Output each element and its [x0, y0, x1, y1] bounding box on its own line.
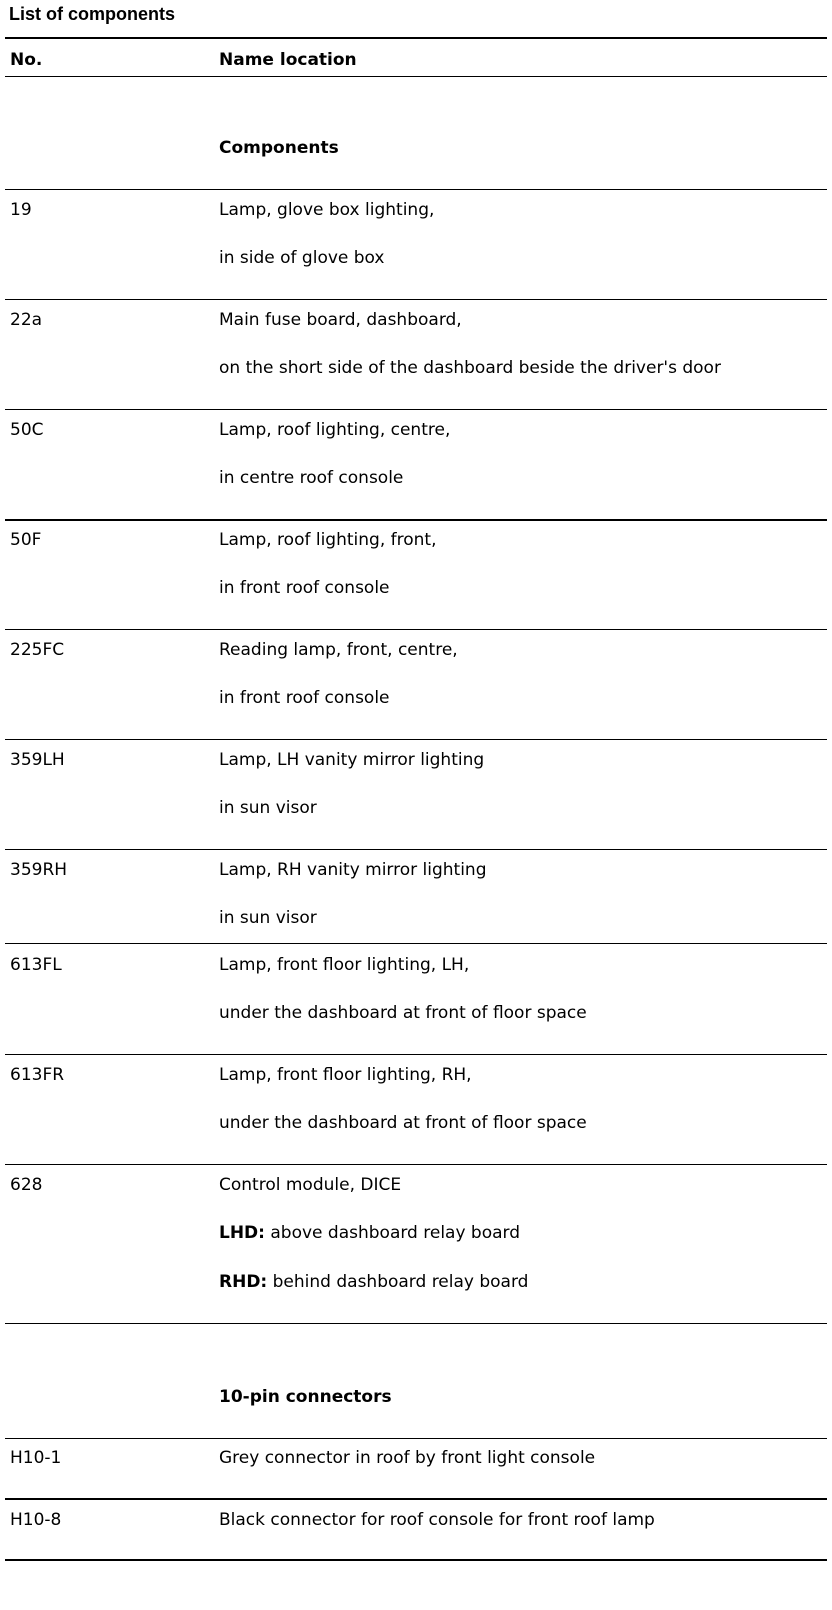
row-note-rhd: [219, 1272, 528, 1292]
row-rule: [5, 189, 827, 190]
page-title: List of components: [9, 4, 175, 24]
table-bottom-rule: [5, 1559, 827, 1561]
row-name: Lamp, roof lighting, centre,: [219, 420, 451, 440]
row-name: Lamp, roof lighting, front,: [219, 530, 437, 550]
header-rule: [5, 76, 827, 77]
section-heading: 10-pin connectors: [219, 1387, 392, 1407]
row-rule: [5, 409, 827, 410]
row-number: 613FR: [10, 1065, 65, 1085]
table-top-rule: [5, 37, 827, 39]
column-header-no: No.: [10, 50, 43, 70]
row-rule: [5, 739, 827, 740]
row-location: in sun visor: [219, 798, 317, 818]
column-header-name-location: Name location: [219, 50, 357, 70]
row-rule: [5, 299, 827, 300]
row-name: Lamp, front floor lighting, RH,: [219, 1065, 472, 1085]
row-name: Main fuse board, dashboard,: [219, 310, 462, 330]
row-number: 628: [10, 1175, 43, 1195]
row-location: under the dashboard at front of floor space: [219, 1003, 587, 1023]
row-number: 613FL: [10, 955, 62, 975]
row-rule: [5, 519, 827, 521]
row-location: on the short side of the dashboard beside the driver's door: [219, 358, 721, 378]
section-heading: Components: [219, 138, 339, 158]
row-rule: [5, 1054, 827, 1055]
row-name: Control module, DICE: [219, 1175, 402, 1195]
row-rule: [5, 629, 827, 630]
row-name: Grey connector in roof by front light console: [219, 1448, 596, 1468]
row-rule: [5, 1498, 827, 1500]
row-rule: [5, 1438, 827, 1439]
row-name: Black connector for roof console for front roof lamp: [219, 1510, 655, 1530]
row-number: 50C: [10, 420, 44, 440]
row-name: Reading lamp, front, centre,: [219, 640, 458, 660]
row-number: H10-1: [10, 1448, 62, 1468]
row-number: 50F: [10, 530, 42, 550]
row-name: Lamp, RH vanity mirror lighting: [219, 860, 487, 880]
row-location: in side of glove box: [219, 248, 385, 268]
row-number: 359LH: [10, 750, 65, 770]
row-number: 19: [10, 200, 32, 220]
row-name: Lamp, LH vanity mirror lighting: [219, 750, 485, 770]
row-number: 359RH: [10, 860, 68, 880]
row-number: H10-8: [10, 1510, 62, 1530]
note-text: above dashboard relay board: [264, 1223, 521, 1243]
row-location: in sun visor: [219, 908, 317, 928]
row-name: Lamp, front floor lighting, LH,: [219, 955, 470, 975]
row-number: 225FC: [10, 640, 65, 660]
row-name: Lamp, glove box lighting,: [219, 200, 435, 220]
note-label: RHD:: [219, 1272, 268, 1292]
row-rule: [5, 1323, 827, 1324]
row-rule: [5, 849, 827, 850]
row-rule: [5, 1164, 827, 1165]
row-location: in front roof console: [219, 688, 390, 708]
row-location: in centre roof console: [219, 468, 404, 488]
row-number: 22a: [10, 310, 43, 330]
note-label: LHD:: [219, 1223, 265, 1243]
note-text: behind dashboard relay board: [267, 1272, 529, 1292]
row-location: in front roof console: [219, 578, 390, 598]
row-location: under the dashboard at front of floor space: [219, 1113, 587, 1133]
row-rule: [5, 943, 827, 944]
row-note-lhd: [219, 1223, 520, 1243]
